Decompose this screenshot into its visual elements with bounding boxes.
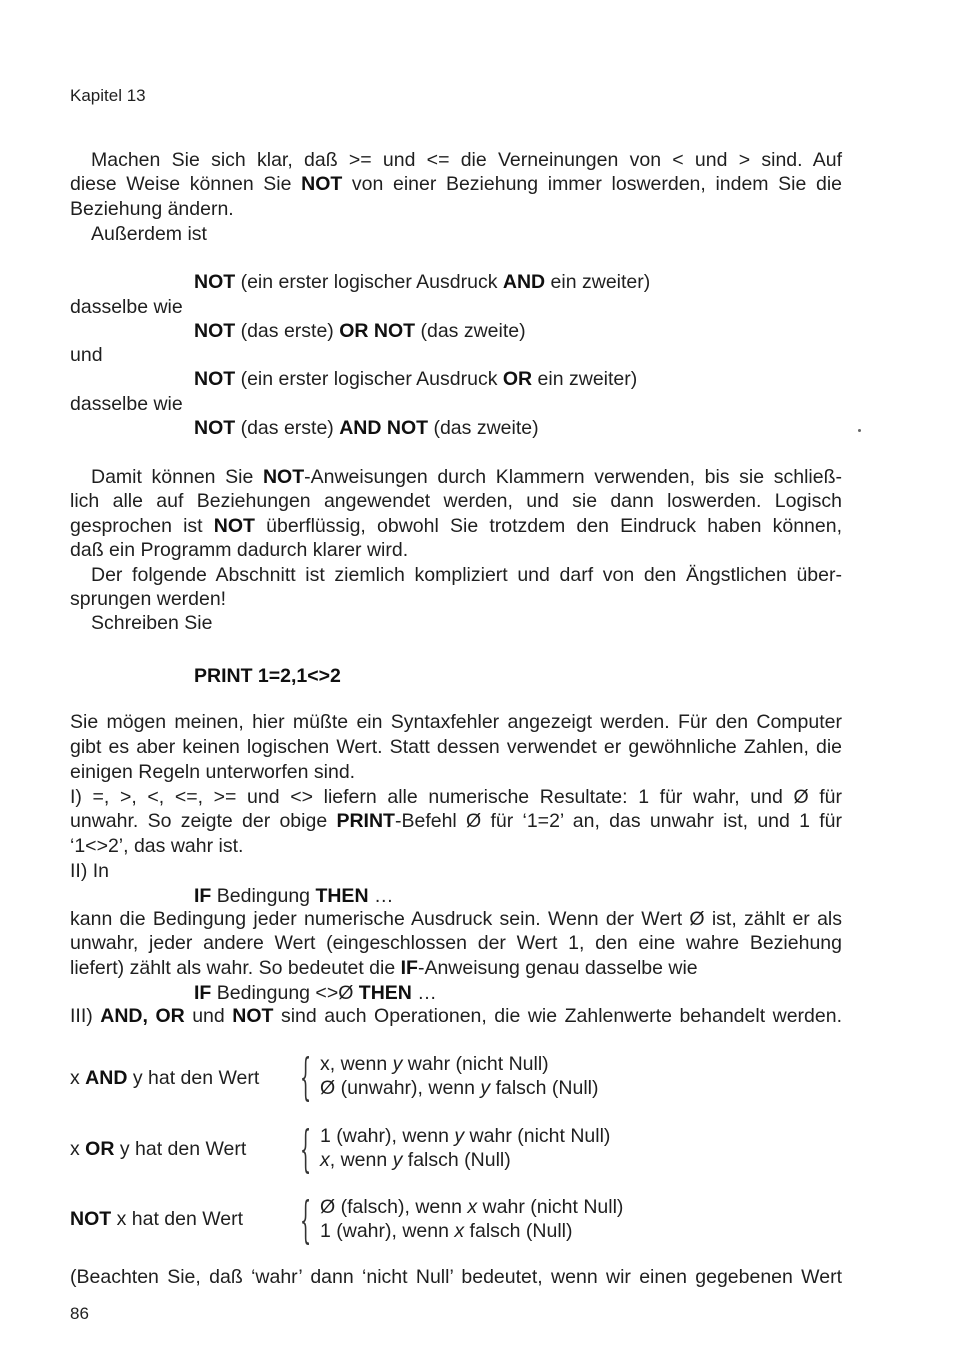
text-line: Damit können Sie NOT-Anweisungen durch Klammern verwenden, bis sie schließ- [91, 466, 842, 488]
bold-keyword: NOT [213, 515, 255, 537]
bold-keyword: NOT [194, 368, 236, 390]
expression-line: NOT (ein erster logischer Ausdruck AND ein zweiter) [194, 271, 651, 293]
text-line: dasselbe wie [70, 393, 183, 415]
text-line: sprungen werden! [70, 588, 227, 610]
text-line: daß ein Programm dadurch klarer wird. [70, 539, 409, 561]
bold-keyword: IF [194, 982, 212, 1004]
text-line: (Beachten Sie, daß ‘wahr’ dann ‘nicht Null’ bedeutet, wenn wir einen gegebenen Wert [70, 1266, 842, 1288]
bold-keyword: IF [400, 957, 418, 979]
text-line: ‘1<>2’, das wahr ist. [70, 835, 244, 857]
bold-keyword: AND NOT [339, 417, 429, 439]
expression-line: IF Bedingung THEN … [194, 885, 394, 907]
text-line: III) AND, OR und NOT sind auch Operationen, die wie Zahlenwerte behandelt werden. [70, 1005, 842, 1027]
definition-label: NOT x hat den Wert [70, 1208, 244, 1230]
text-line: und [70, 344, 103, 366]
text-line: gibt es aber keinen logischen Wert. Statt dessen verwendet er gewöhnliche Zahlen, die [70, 736, 842, 758]
italic-variable: y [392, 1149, 403, 1171]
text-line: liefert) zählt als wahr. So bedeutet die IF-Anweisung genau dasselbe wie [70, 957, 698, 979]
bold-keyword: NOT [262, 466, 305, 488]
page-number: 86 [70, 1304, 89, 1323]
italic-variable: x [320, 1149, 330, 1171]
text-line: I) =, >, <, <=, >= und <> liefern alle numerische Resultate: 1 für wahr, und Ø für [70, 786, 842, 808]
italic-variable: y [480, 1077, 491, 1099]
bold-keyword: OR [502, 368, 533, 390]
definition-case: 1 (wahr), wenn y wahr (nicht Null) [320, 1125, 611, 1147]
bold-keyword: NOT [70, 1208, 112, 1230]
text-line: Schreiben Sie [91, 612, 213, 634]
definition-case: x, wenn y wahr (nicht Null) [320, 1053, 549, 1075]
text-line: einigen Regeln unterworfen sind. [70, 761, 356, 783]
bold-keyword: NOT [194, 271, 236, 293]
speck [858, 429, 861, 432]
bold-keyword: PRINT [336, 810, 395, 832]
bold-keyword: OR [85, 1138, 115, 1160]
text-line: kann die Bedingung jeder numerische Ausdruck sein. Wenn der Wert Ø ist, zählt er als [70, 908, 842, 930]
bold-keyword: NOT [194, 320, 236, 342]
text-line: unwahr, jeder andere Wert (eingeschlossen der Wert 1, den eine wahre Beziehung [70, 932, 842, 954]
bold-keyword: NOT [232, 1005, 274, 1027]
expression-line: NOT (ein erster logischer Ausdruck OR ein zweiter) [194, 368, 638, 390]
text-line: diese Weise können Sie NOT von einer Beziehung immer loswerden, indem Sie die [70, 173, 843, 195]
definition-case: Ø (falsch), wenn x wahr (nicht Null) [320, 1196, 624, 1218]
brace-icon: { [300, 1048, 312, 1106]
bold-keyword: AND, OR [100, 1005, 185, 1027]
bold-keyword: NOT [301, 173, 343, 195]
bold-keyword: IF [194, 885, 212, 907]
definition-case: 1 (wahr), wenn x falsch (Null) [320, 1220, 573, 1242]
bold-keyword: NOT [194, 417, 236, 439]
text-line: unwahr. So zeigte der obige PRINT-Befehl Ø für ‘1=2’ an, das unwahr ist, und 1 für [70, 810, 843, 832]
print-statement: PRINT 1=2,1<>2 [194, 665, 341, 687]
text-line: Machen Sie sich klar, daß >= und <= die Verneinungen von < und > sind. Auf [91, 149, 842, 171]
text-line: dasselbe wie [70, 296, 183, 318]
italic-variable: y [454, 1125, 465, 1147]
text-line: II) In [70, 860, 110, 882]
expression-line: IF Bedingung <>Ø THEN … [194, 982, 437, 1004]
text-line: Der folgende Abschnitt ist ziemlich kompliziert und darf von den Ängstlichen über- [91, 564, 842, 586]
bold-keyword: THEN [358, 982, 412, 1004]
definition-label: x OR y hat den Wert [70, 1138, 247, 1160]
chapter-header: Kapitel 13 [70, 86, 146, 105]
text-line: Außerdem ist [91, 223, 207, 245]
text-line: gesprochen ist NOT überflüssig, obwohl Sie trotzdem den Eindruck haben können, [70, 515, 842, 537]
bold-keyword: THEN [315, 885, 369, 907]
definition-case: x, wenn y falsch (Null) [320, 1149, 511, 1171]
bold-keyword: AND [85, 1067, 128, 1089]
text-line: Beziehung ändern. [70, 198, 234, 220]
italic-variable: y [392, 1053, 403, 1075]
text-line: Sie mögen meinen, hier müßte ein Syntaxfehler angezeigt werden. Für den Computer [70, 711, 842, 733]
expression-line: NOT (das erste) AND NOT (das zweite) [194, 417, 539, 439]
definition-label: x AND y hat den Wert [70, 1067, 260, 1089]
brace-icon: { [300, 1191, 312, 1249]
italic-variable: x [454, 1220, 465, 1242]
bold-keyword: OR NOT [339, 320, 416, 342]
brace-icon: { [300, 1120, 312, 1178]
definition-case: Ø (unwahr), wenn y falsch (Null) [320, 1077, 599, 1099]
expression-line: NOT (das erste) OR NOT (das zweite) [194, 320, 526, 342]
bold-keyword: AND [502, 271, 546, 293]
italic-variable: x [467, 1196, 478, 1218]
text-line: lich alle auf Beziehungen angewendet werden, und sie dann loswerden. Logisch [70, 490, 842, 512]
